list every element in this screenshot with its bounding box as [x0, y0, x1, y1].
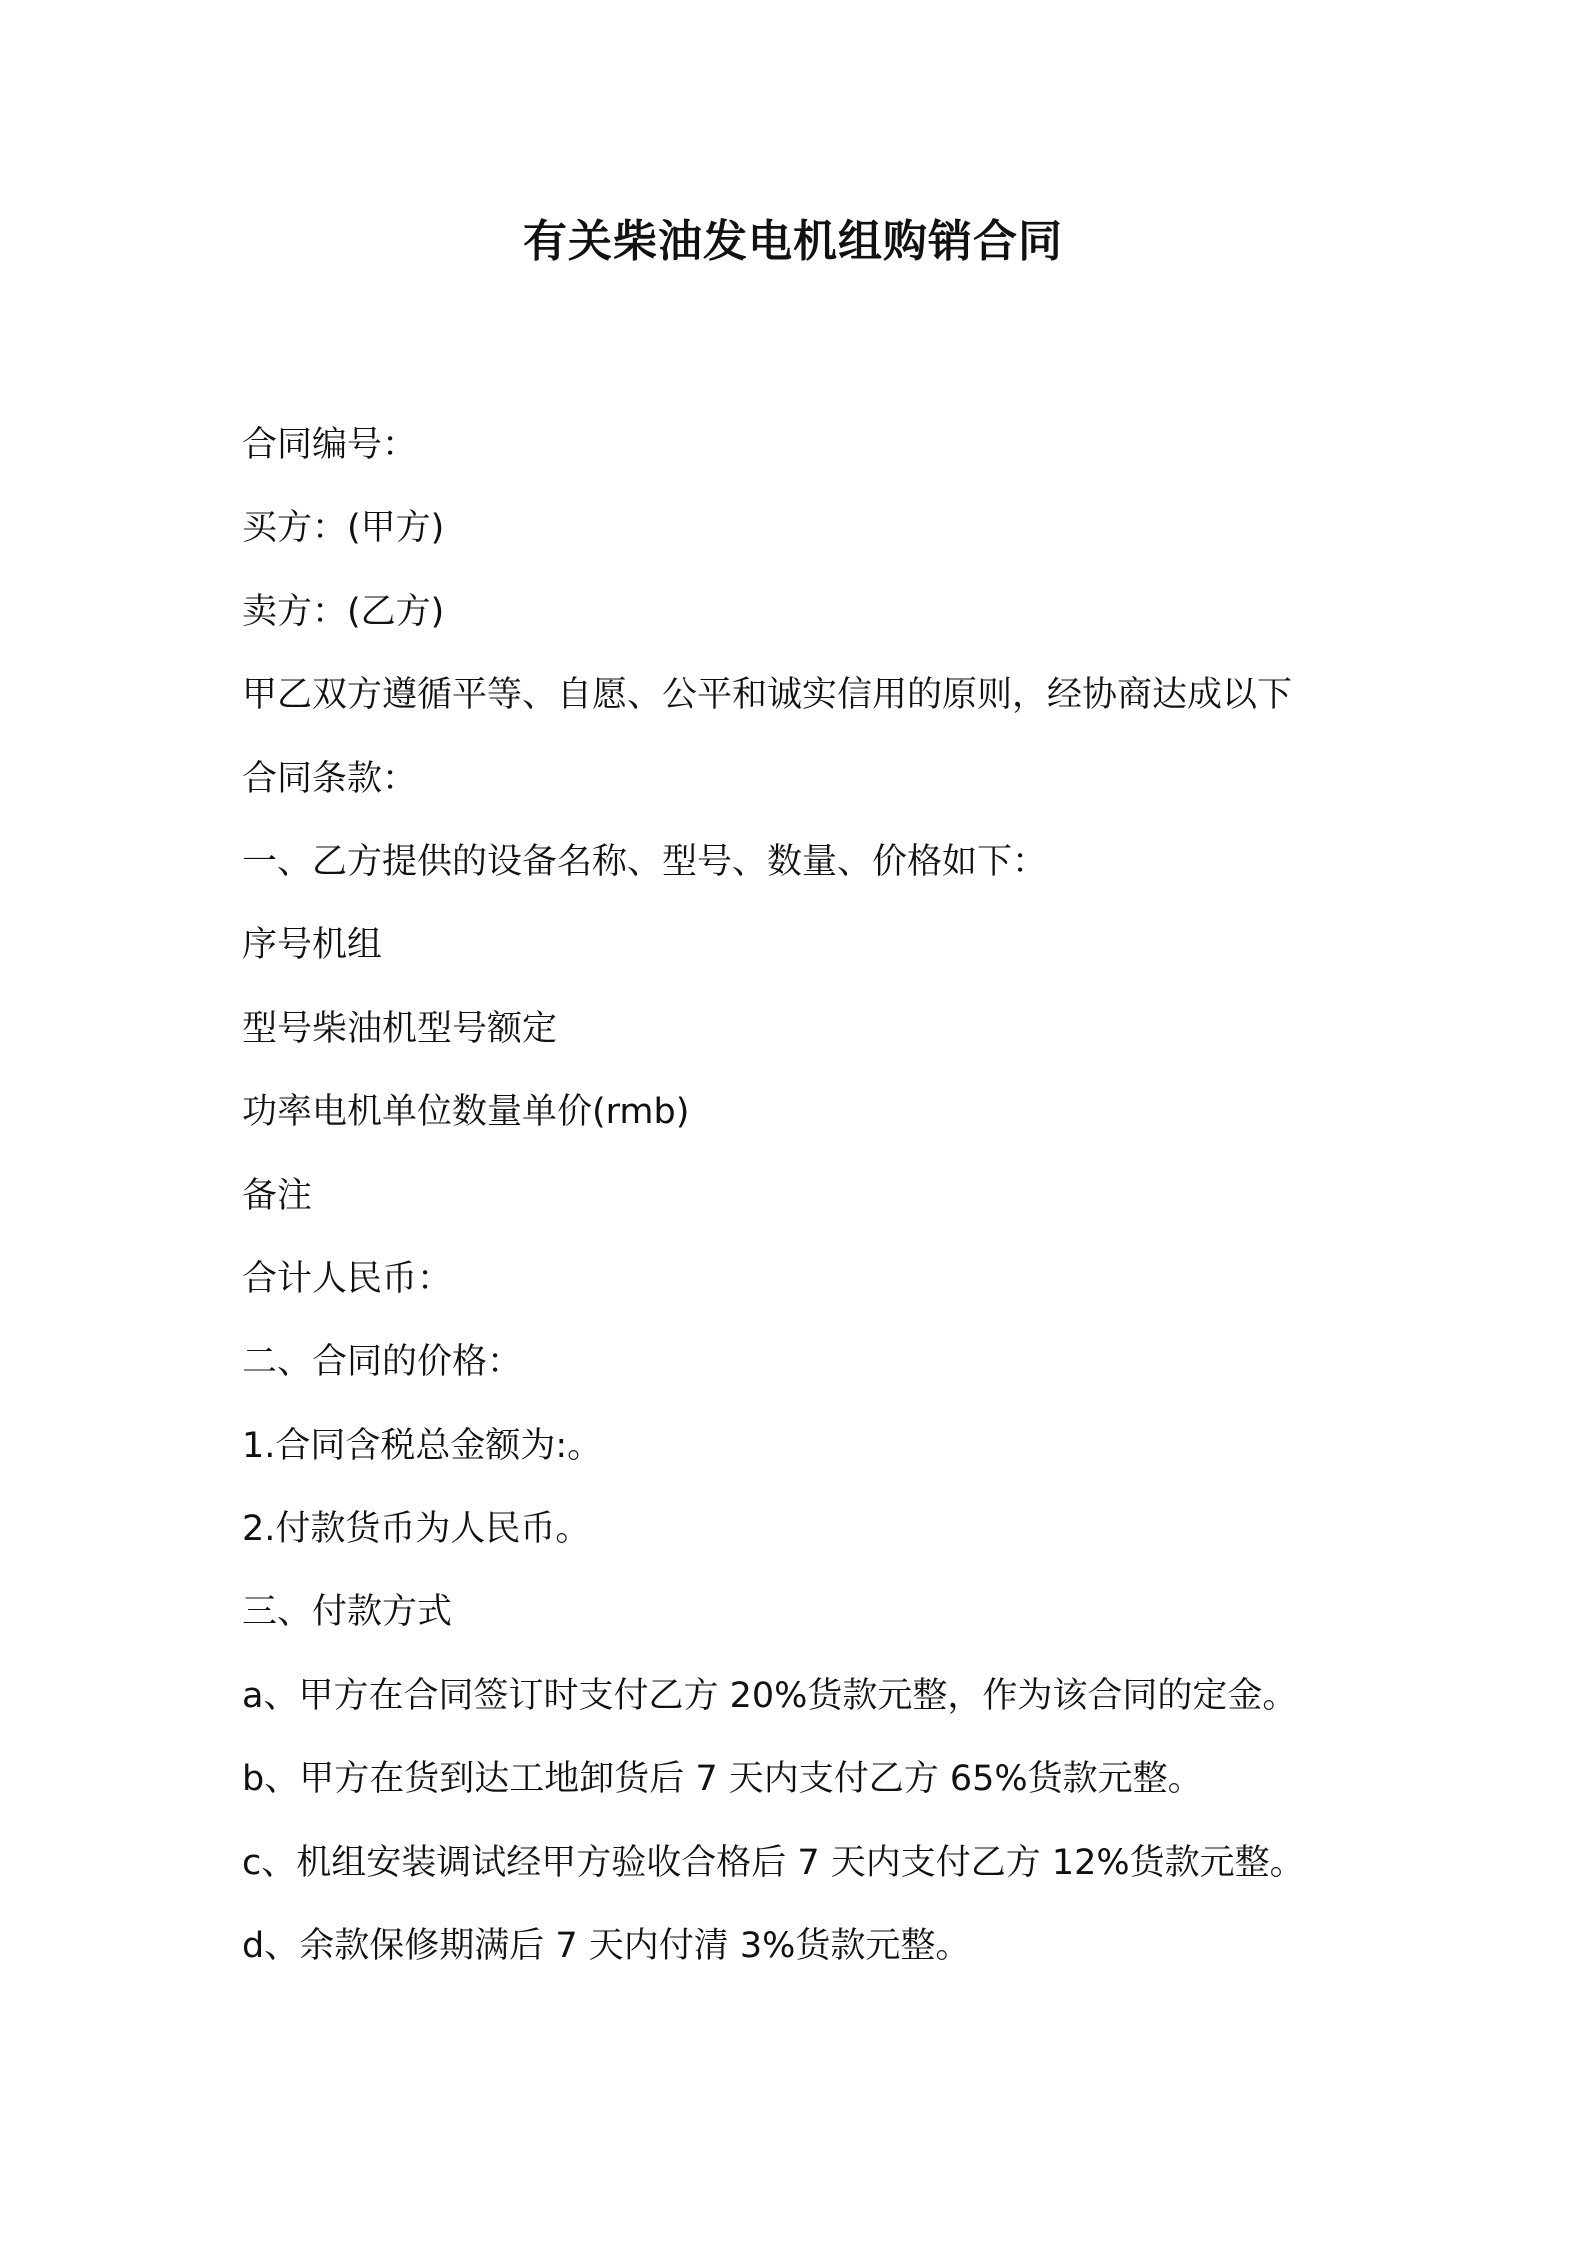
buyer-line: 买方：(甲方): [242, 508, 445, 549]
preamble-continuation-line: 合同条款：: [242, 758, 418, 799]
equipment-header-line: 备注: [242, 1175, 313, 1216]
total-rmb-line: 合计人民币：: [242, 1258, 453, 1299]
document-title: 有关柴油发电机组购销合同: [523, 216, 1063, 267]
payment-clause: a、甲方在合同签订时支付乙方 20%货款元整，作为该合同的定金。: [242, 1675, 1298, 1716]
section-two-heading: 二、合同的价格：: [242, 1342, 523, 1383]
payment-clause: d、余款保修期满后 7 天内付清 3%货款元整。: [242, 1926, 971, 1967]
equipment-header-line: 型号柴油机型号额定: [242, 1008, 558, 1049]
section-one-heading: 一、乙方提供的设备名称、型号、数量、价格如下：: [242, 841, 1048, 882]
equipment-header-line: 功率电机单位数量单价(rmb): [242, 1092, 690, 1133]
price-clause: 2.付款货币为人民币。: [242, 1509, 591, 1550]
seller-line: 卖方：(乙方): [242, 591, 445, 632]
payment-clause: c、机组安装调试经甲方验收合格后 7 天内支付乙方 12%货款元整。: [242, 1842, 1305, 1883]
section-three-heading: 三、付款方式: [242, 1592, 453, 1633]
price-clause: 1.合同含税总金额为:。: [242, 1425, 603, 1466]
preamble-line: 甲乙双方遵循平等、自愿、公平和诚实信用的原则，经协商达成以下: [242, 675, 1293, 716]
payment-clause: b、甲方在货到达工地卸货后 7 天内支付乙方 65%货款元整。: [242, 1759, 1203, 1800]
equipment-header-line: 序号机组: [242, 925, 383, 966]
contract-number-line: 合同编号：: [242, 425, 418, 465]
document-body: [242, 404, 1422, 1988]
